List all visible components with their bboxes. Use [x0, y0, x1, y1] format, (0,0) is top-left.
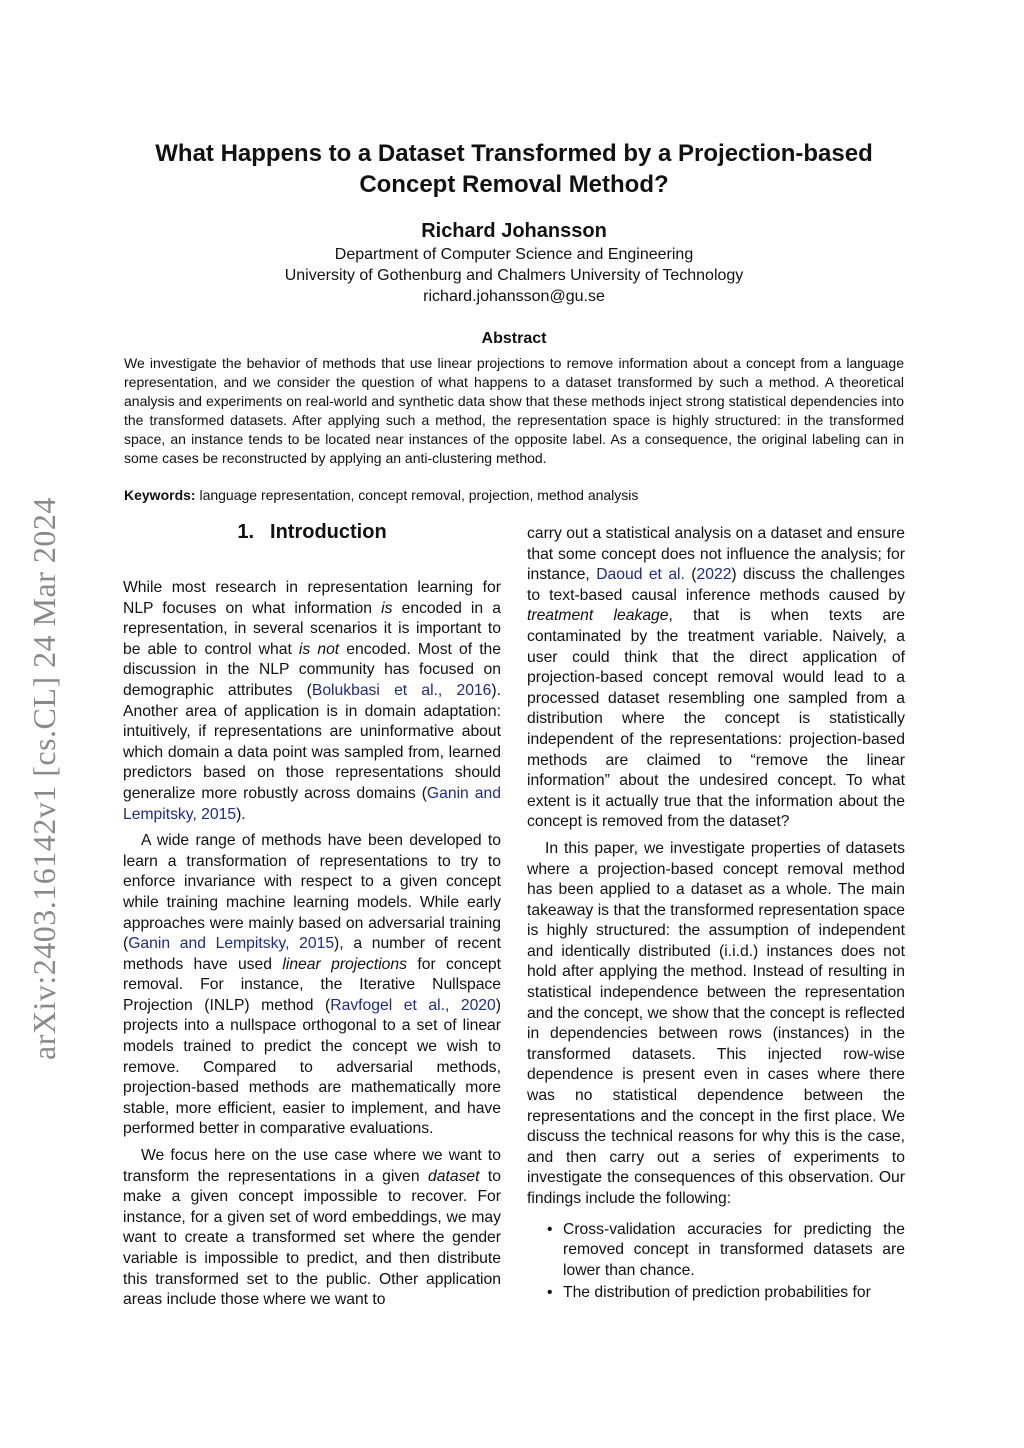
citation-link[interactable]: Ganin and Lempitsky, 2015 — [128, 935, 335, 953]
keywords-line — [124, 486, 904, 504]
text-run: , that is when texts are contaminated by the treatment variable. Naively, a user could think that the direct application of projection-based concept removal would lead to a processed dataset resembling one sampled from a distribution where the concept is statistically independent of the representations: projection-based methods are claimed to “remove the linear information” about the undesired concept. To what extent is it actually true that the information about the concept is removed from the dataset? — [527, 607, 906, 831]
citation-link[interactable]: 2022 — [696, 566, 732, 584]
author-name: Richard Johansson — [421, 220, 607, 242]
paper-title: What Happens to a Dataset Transformed by a Projection-based Concept Removal Method? — [155, 140, 873, 198]
text-run: ) projects into a nullspace orthogonal to a set of linear models trained to predict the concept we wish to remove. Compared to adversarial methods, projection-based methods are mathematically more stable, more efficient, easier to implement, and have performed better in comparative evaluations. — [123, 996, 501, 1138]
left-column — [123, 518, 501, 1311]
emphasis: linear projections — [282, 955, 407, 973]
keywords-label: Keywords: — [124, 487, 196, 503]
intro-paragraph-2 — [123, 831, 501, 1140]
text-run: to make a given concept impossible to recover. For instance, for a given set of word embeddings, we may want to create a transformed set where the gender variable is impossible to predict, and then distribute this transformed set to the public. Other application areas include those where we want to — [123, 1167, 501, 1309]
affiliation-university: University of Gothenburg and Chalmers University of Technology — [284, 267, 744, 284]
author-block — [124, 218, 904, 307]
intro-paragraph-3 — [123, 1146, 501, 1311]
emphasis: dataset — [428, 1167, 480, 1185]
emphasis: is — [381, 599, 393, 617]
citation-link[interactable]: Ganin and Lempitsky, 2015 — [123, 784, 501, 823]
intro-paragraph-1 — [123, 578, 501, 825]
intro-paragraph-3-continued — [527, 524, 905, 833]
text-run: encoded in a representation, in several scenarios it is important to be able to control what — [123, 599, 502, 658]
right-column — [527, 524, 905, 1304]
text-run: ( — [684, 566, 697, 584]
text-run: ). — [236, 805, 246, 823]
text-run: encoded. Most of the discussion in the NLP community has focused on demographic attributes ( — [123, 640, 502, 699]
affiliation-department: Department of Computer Science and Engineering — [334, 246, 694, 263]
section-number: 1. — [237, 521, 255, 543]
keywords-text: language representation, concept removal, projection, method analysis — [195, 487, 639, 503]
list-item: • The distribution of prediction probabilities for — [527, 1283, 905, 1304]
author-email: richard.johansson@gu.se — [423, 288, 605, 305]
findings-list — [527, 1220, 905, 1304]
arxiv-identifier: arXiv:2403.16142v1 [cs.CL] 24 Mar 2024 — [26, 497, 62, 1060]
emphasis: treatment leakage — [527, 607, 669, 625]
citation-link[interactable]: Ravfogel et al., 2020 — [330, 996, 496, 1014]
intro-paragraph-4: In this paper, we investigate properties of datasets where a projection-based concept removal method has been applied to a dataset as a whole. The main takeaway is that the transformed representation space is highly structured: the assumption of independent and identically distributed (i.i.d.) instances does not hold after applying the method. Instead of resulting in statistical independence between the representation and the concept, we show that the concept is reflected in dependencies between rows (instances) in the transformed datasets. This injected row-wise dependence is present even in cases where there was no statistical dependence between the representations and the concept in the first place. We discuss the technical reasons for why this is the case, and then carry out a series of experiments to investigate the consequences of this observation. Our findings include the following: — [527, 839, 905, 1207]
text-run: carry out a statistical analysis on a dataset and ensure that some concept does not influence the analysis; for instance, — [527, 525, 905, 584]
text-run: A wide range of methods have been developed to learn a transformation of representations to try to enforce invariance with respect to a given concept while training machine learning models. While early approaches were mainly based on adversarial training ( — [123, 832, 501, 953]
citation-link[interactable]: Bolukbasi et al., 2016 — [311, 681, 492, 699]
abstract-text: We investigate the behavior of methods that use linear projections to remove information about a concept from a language representation, and we consider the question of what happens to a dataset transformed by such a method. A theoretical analysis and experiments on real-world and synthetic data show that these methods inject strong statistical dependencies into the transformed datasets. After applying such a method, the representation space is highly structured: in the transformed space, an instance tends to be located near instances of the opposite label. As a consequence, the original labeling can in some cases be reconstructed by applying an anti-clustering method. — [124, 355, 904, 466]
list-item: • Cross-validation accuracies for predicting the removed concept in transformed datasets are lower than chance. — [527, 1220, 905, 1282]
text-run: for concept removal. For instance, the Iterative Nullspace Projection (INLP) method ( — [123, 955, 502, 1014]
section-heading-introduction — [123, 518, 501, 546]
text-run: ). Another area of application is in domain adaptation: intuitively, if representations are uninformative about which domain a data point was sampled from, learned predictors based on those representations should generalize more robustly across domains ( — [123, 681, 501, 802]
text-run: ), a number of recent methods have used — [123, 935, 501, 973]
text-run: While most research in representation learning for NLP focuses on what information — [123, 579, 501, 617]
abstract-heading: Abstract — [481, 330, 547, 347]
citation-link[interactable]: Daoud et al. — [596, 566, 685, 584]
section-title: Introduction — [270, 521, 387, 543]
text-run: ) discuss the challenges to text-based causal inference methods caused by — [527, 566, 905, 604]
text-run: We focus here on the use case where we want to transform the representations in a given — [123, 1147, 501, 1185]
emphasis: is not — [298, 640, 340, 658]
